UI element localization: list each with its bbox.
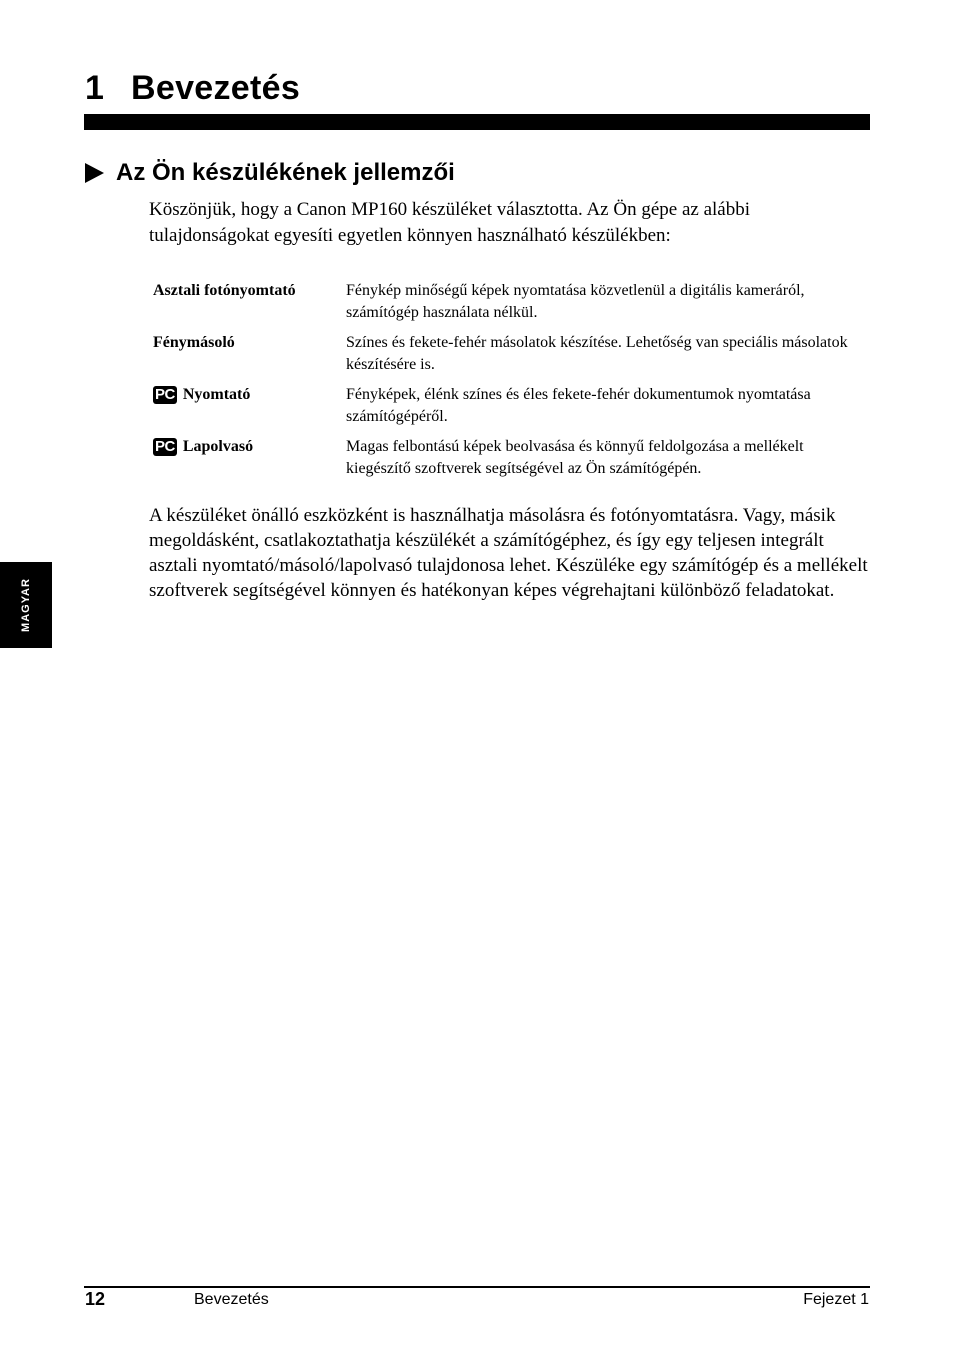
chapter-title xyxy=(85,64,300,112)
language-side-tab xyxy=(0,562,52,648)
section-heading-text: Az Ön készülékének jellemzői xyxy=(116,159,455,186)
feature-name-text: Nyomtató xyxy=(182,386,251,403)
feature-description: Színes és fekete-fehér másolatok készítése. Lehetőség van speciális másolatok készítésére is. xyxy=(346,334,848,373)
footer-page-number: 12 xyxy=(85,1289,106,1309)
feature-row xyxy=(153,384,869,428)
chapter-title-text: Bevezetés xyxy=(131,69,301,107)
section-heading xyxy=(85,155,455,191)
footer-title: Bevezetés xyxy=(194,1291,269,1308)
feature-name-text: Fénymásoló xyxy=(153,334,235,351)
feature-name xyxy=(153,280,346,324)
footer-rule xyxy=(84,1286,870,1288)
feature-row xyxy=(153,280,869,324)
intro-paragraph: Köszönjük, hogy a Canon MP160 készüléket választotta. Az Ön gépe az alábbi tulajdonságokat egyesíti egyetlen könnyen használható készülékben: xyxy=(149,199,750,246)
title-rule xyxy=(84,114,870,130)
feature-description: Fényképek, élénk színes és éles fekete-fehér dokumentumok nyomtatása számítógépéről. xyxy=(346,386,811,425)
feature-description: Fénykép minőségű képek nyomtatása közvetlenül a digitális kameráról, számítógép használata nélkül. xyxy=(346,282,805,321)
feature-description: Magas felbontású képek beolvasása és könnyű feldolgozása a mellékelt kiegészítő szoftverek segítségével az Ön számítógépén. xyxy=(346,438,804,477)
triangle-bullet-icon xyxy=(85,163,104,183)
feature-name-text: Asztali fotónyomtató xyxy=(153,282,296,299)
feature-name xyxy=(153,384,346,428)
side-tab-label: MAGYAR xyxy=(20,578,32,632)
feature-name-text: Lapolvasó xyxy=(182,438,254,455)
feature-row xyxy=(153,332,869,376)
feature-list xyxy=(153,280,869,488)
body-paragraph: A készüléket önálló eszközként is használhatja másolásra és fotónyomtatásra. Vagy, másik megoldásként, csatlakoztathatja készülékét a számítógéphez, és így egy teljesen integrált asztali nyomtató/másoló/lapolvasó tulajdonosa lehet. Készüléke egy számítógép és a mellékelt szoftverek segítségével könnyen és hatékonyan képes végrehajtani különböző feladatokat. xyxy=(149,505,868,601)
feature-name xyxy=(153,436,346,480)
pc-icon: PC xyxy=(155,386,175,403)
feature-name xyxy=(153,332,346,376)
pc-icon: PC xyxy=(155,438,175,455)
footer-chapter: Fejezet 1 xyxy=(803,1291,869,1308)
feature-row xyxy=(153,436,869,480)
chapter-number: 1 xyxy=(85,69,105,107)
